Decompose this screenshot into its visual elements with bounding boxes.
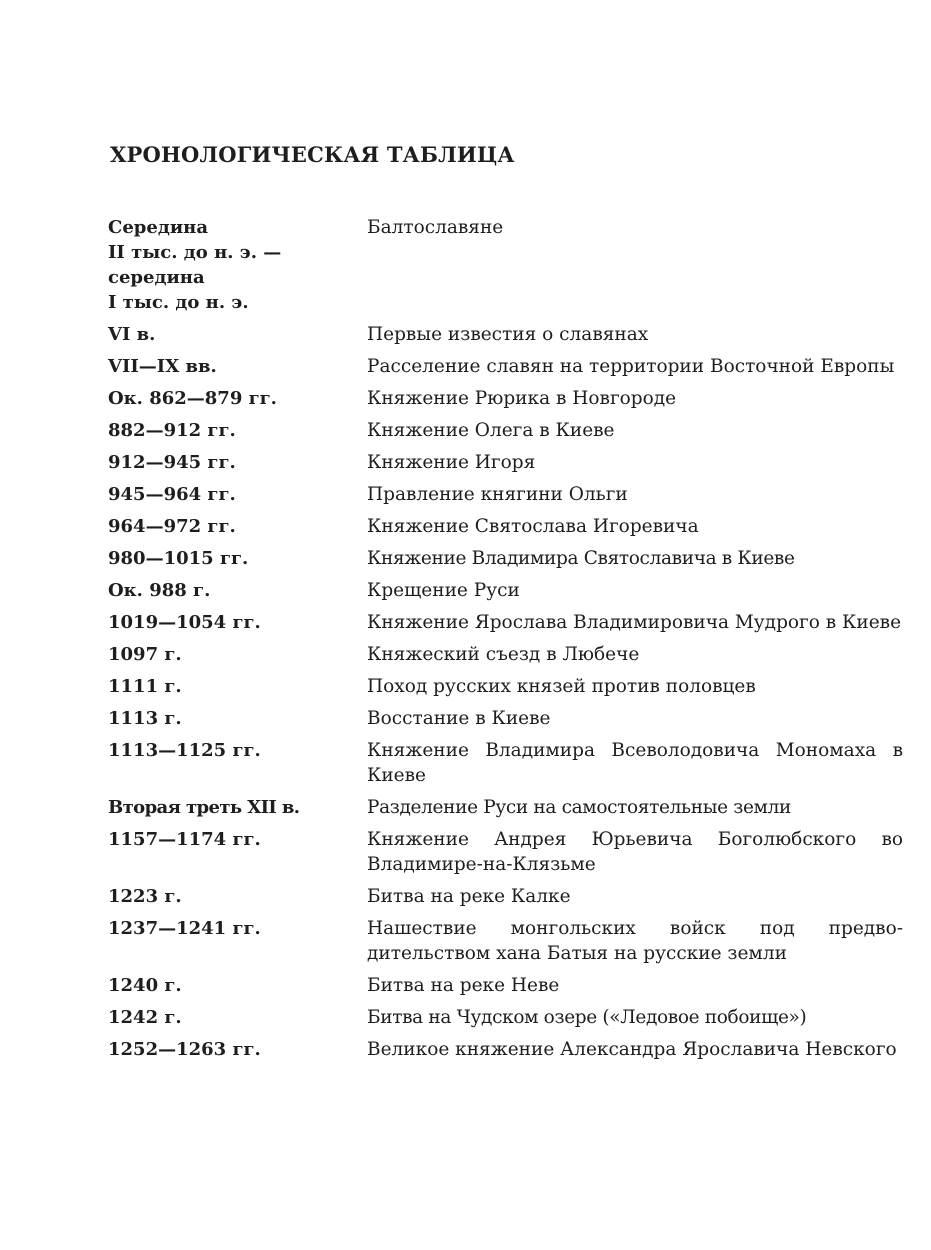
row-date: VI в. <box>108 324 156 345</box>
row-date: 1097 г. <box>108 644 182 665</box>
table-row <box>108 354 908 379</box>
table-row <box>108 322 908 347</box>
row-event: Первые известия о славянах <box>367 324 649 345</box>
table-row <box>108 916 908 966</box>
row-event: Расселение славян на территории Восточной Европы <box>367 356 895 377</box>
row-date: 1157—1174 гг. <box>108 829 261 850</box>
table-row <box>108 973 908 998</box>
table-row <box>108 215 908 315</box>
table-row <box>108 884 908 909</box>
table-row <box>108 514 908 539</box>
table-row <box>108 1005 908 1030</box>
row-event: Княжение Владимира Всеволодовича Мономаха в Киеве <box>367 740 903 786</box>
table-row <box>108 578 908 603</box>
row-event: Княжение Андрея Юрьевича Боголюбского во Владимире-на-Клязьме <box>367 829 903 875</box>
row-date: 1019—1054 гг. <box>108 612 261 633</box>
row-event: Разделение Руси на самостоятельные земли <box>367 797 791 818</box>
row-event: Правление княгини Ольги <box>367 484 628 505</box>
row-date: 882—912 гг. <box>108 420 236 441</box>
row-event: Битва на реке Калке <box>367 886 571 907</box>
row-date: 1237—1241 гг. <box>108 918 261 939</box>
row-date: 1113 г. <box>108 708 182 729</box>
table-row <box>108 738 908 788</box>
row-date: 980—1015 гг. <box>108 548 249 569</box>
table-row <box>108 610 908 635</box>
row-event: Поход русских князей против половцев <box>367 676 756 697</box>
row-date: 1111 г. <box>108 676 182 697</box>
table-row <box>108 482 908 507</box>
row-date: 912—945 гг. <box>108 452 236 473</box>
row-date: Ок. 862—879 гг. <box>108 388 277 409</box>
row-date: 1252—1263 гг. <box>108 1039 261 1060</box>
row-event: Битва на Чудском озере («Ледовое побоище») <box>367 1007 807 1028</box>
row-date: 945—964 гг. <box>108 484 236 505</box>
chronology-table <box>108 215 908 1069</box>
row-event: Великое княжение Александра Ярославича Невского <box>367 1039 897 1060</box>
table-row <box>108 418 908 443</box>
table-row <box>108 706 908 731</box>
row-event: Нашествие монгольских войск под предводительством хана Батыя на русские земли <box>367 918 903 964</box>
table-row <box>108 546 908 571</box>
row-date: 1223 г. <box>108 886 182 907</box>
row-date: 1113—1125 гг. <box>108 740 261 761</box>
page-title: ХРОНОЛОГИЧЕСКАЯ ТАБЛИЦА <box>110 142 515 167</box>
table-row <box>108 642 908 667</box>
row-event: Княжение Владимира Святославича в Киеве <box>367 548 795 569</box>
table-row <box>108 827 908 877</box>
row-event: Княжеский съезд в Любече <box>367 644 640 665</box>
row-event: Крещение Руси <box>367 580 520 601</box>
table-row <box>108 450 908 475</box>
row-date: 1240 г. <box>108 975 182 996</box>
row-event: Княжение Ярослава Владимировича Мудрого в Киеве <box>367 612 902 633</box>
table-row <box>108 1037 908 1062</box>
row-date: Вторая треть XII в. <box>108 797 300 818</box>
row-date: 964—972 гг. <box>108 516 236 537</box>
row-date: Середина II тыс. до н. э. — середина I тыс. до н. э. <box>108 217 282 313</box>
row-event: Княжение Святослава Игоревича <box>367 516 699 537</box>
row-date: 1242 г. <box>108 1007 182 1028</box>
row-event: Княжение Олега в Киеве <box>367 420 615 441</box>
row-event: Битва на реке Неве <box>367 975 560 996</box>
row-event: Балтославяне <box>367 217 504 238</box>
row-event: Княжение Рюрика в Новгороде <box>367 388 677 409</box>
row-date: VII—IX вв. <box>108 356 217 377</box>
table-row <box>108 674 908 699</box>
row-event: Восстание в Киеве <box>367 708 551 729</box>
row-date: Ок. 988 г. <box>108 580 211 601</box>
table-row <box>108 795 908 820</box>
row-event: Княжение Игоря <box>367 452 536 473</box>
table-row <box>108 386 908 411</box>
